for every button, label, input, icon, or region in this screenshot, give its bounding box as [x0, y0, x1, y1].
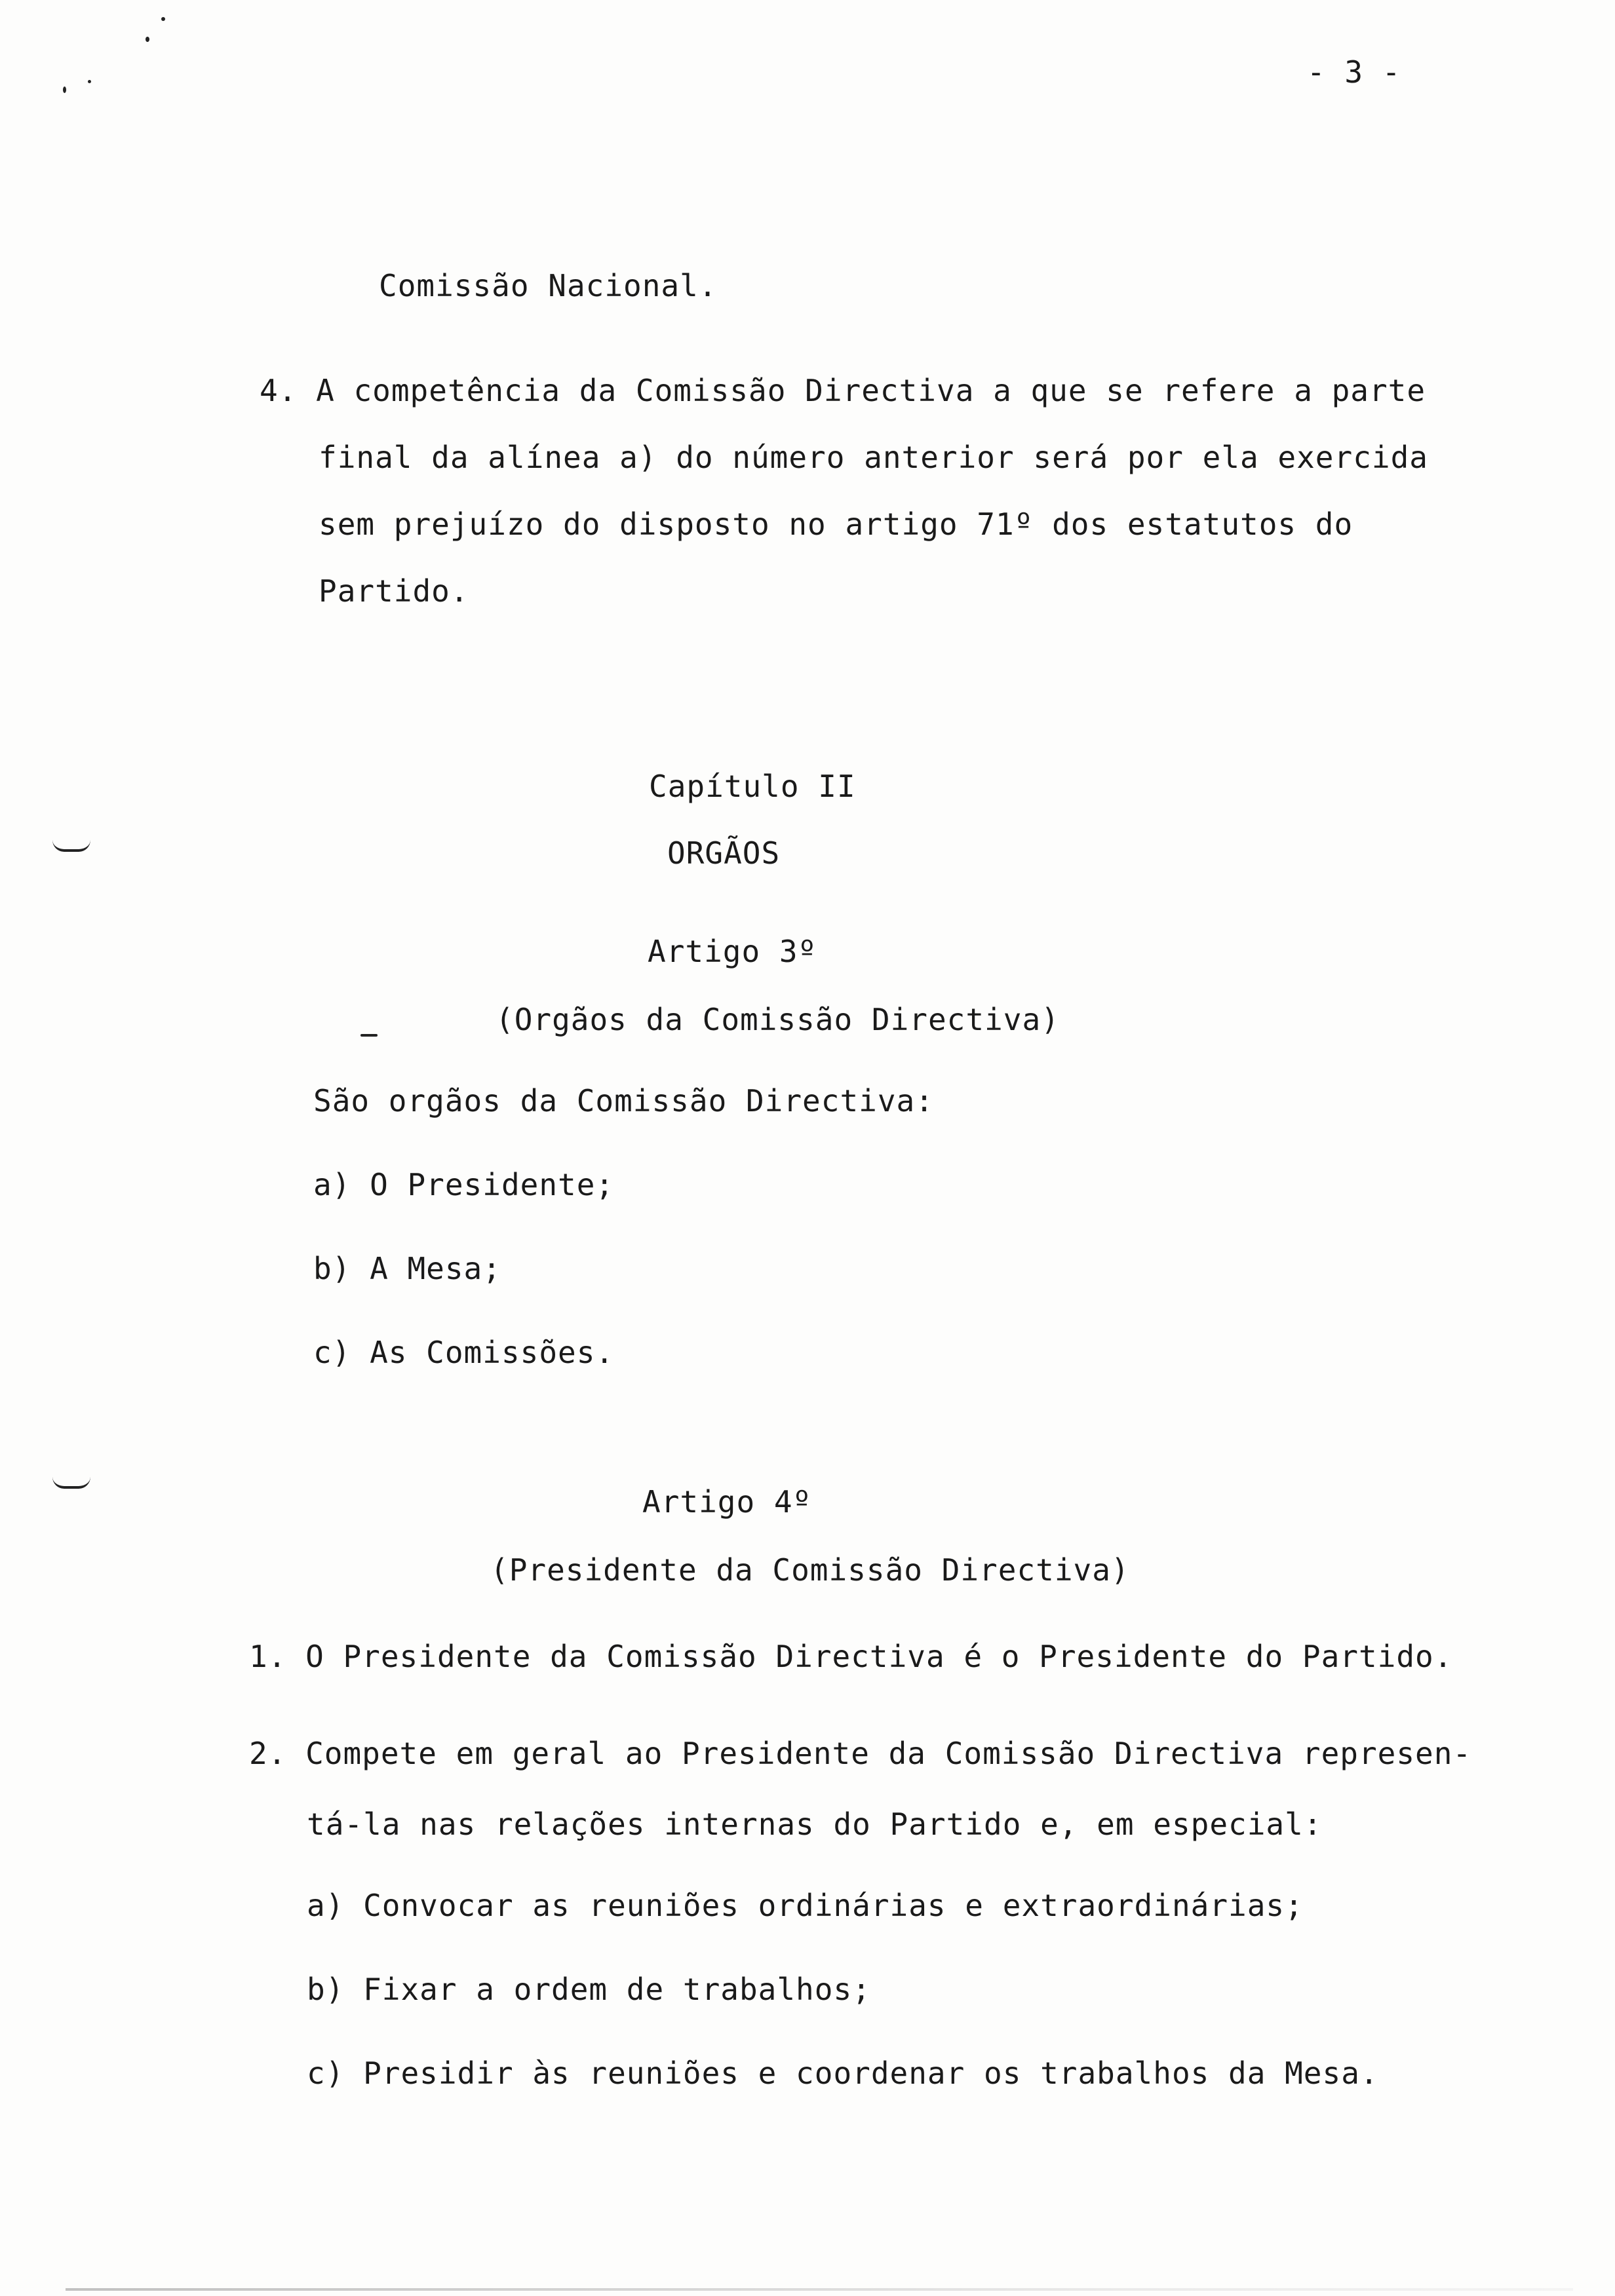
- item4-line: 4. A competência da Comissão Directiva a que se refere a parte: [260, 373, 1426, 408]
- chapter-title: Capítulo II: [649, 769, 856, 804]
- scan-speck: [63, 86, 66, 93]
- article3-item: a) O Presidente;: [313, 1167, 615, 1202]
- chapter-subtitle: ORGÃOS: [667, 835, 781, 871]
- intro-line: Comissão Nacional.: [379, 268, 718, 303]
- item4-line: final da alínea a) do número anterior será por ela exercida: [319, 440, 1428, 475]
- article4-item: a) Convocar as reuniões ordinárias e extraordinárias;: [307, 1888, 1304, 1923]
- article3-subtitle: (Orgãos da Comissão Directiva): [496, 1002, 1060, 1037]
- scan-speck: [146, 37, 149, 42]
- scan-speck: [360, 1034, 378, 1037]
- article4-item: b) Fixar a ordem de trabalhos;: [307, 1972, 871, 2007]
- scan-speck: [88, 80, 91, 83]
- hole-punch-mark: [52, 1477, 90, 1489]
- scan-edge: [66, 2288, 1573, 2291]
- article3-title: Artigo 3º: [648, 934, 817, 969]
- article4-para2: tá-la nas relações internas do Partido e, em especial:: [307, 1807, 1323, 1842]
- article4-para1: 1. O Presidente da Comissão Directiva é o Presidente do Partido.: [249, 1639, 1453, 1674]
- article3-item: b) A Mesa;: [313, 1251, 501, 1286]
- article4-para2: 2. Compete em geral ao Presidente da Comissão Directiva represen-: [249, 1736, 1472, 1771]
- item4-line: Partido.: [319, 573, 469, 609]
- article3-intro: São orgãos da Comissão Directiva:: [313, 1083, 934, 1119]
- article4-title: Artigo 4º: [642, 1484, 812, 1520]
- article4-subtitle: (Presidente da Comissão Directiva): [490, 1552, 1130, 1588]
- scan-speck: [161, 17, 165, 21]
- hole-punch-mark: [52, 840, 90, 852]
- page-number: - 3 -: [1307, 54, 1401, 90]
- article4-item: c) Presidir às reuniões e coordenar os trabalhos da Mesa.: [307, 2056, 1379, 2091]
- item4-line: sem prejuízo do disposto no artigo 71º dos estatutos do: [319, 507, 1353, 542]
- article3-item: c) As Comissões.: [313, 1335, 615, 1370]
